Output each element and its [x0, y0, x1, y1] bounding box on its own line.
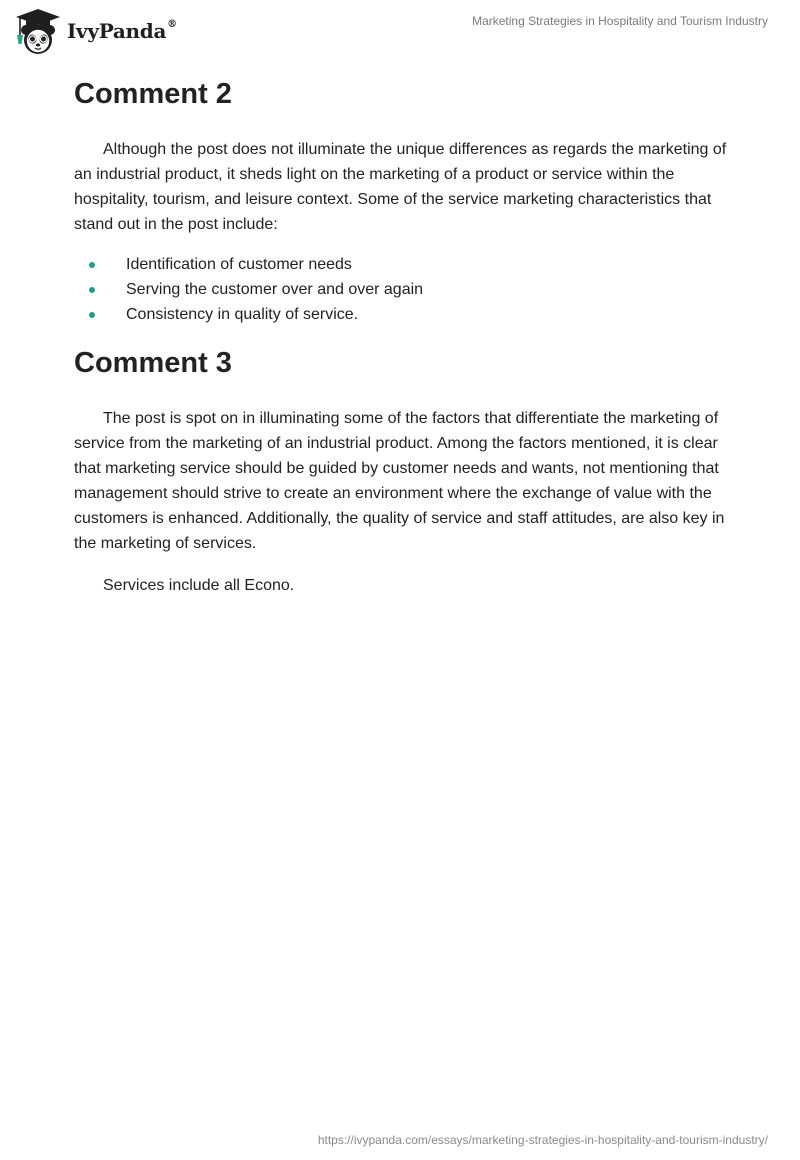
page-header [0, 0, 800, 62]
list-item-text: Consistency in quality of service. [126, 306, 359, 323]
document-title: Marketing Strategies in Hospitality and Tourism Industry [472, 14, 768, 28]
list-item-text: Identification of customer needs [126, 256, 352, 273]
registered-mark: ® [167, 19, 177, 31]
bullet-dot-icon [89, 262, 95, 268]
bullet-dot-icon [89, 287, 95, 293]
section-paragraph: Services include all Econo. [103, 577, 295, 594]
logo-wordmark: IvyPanda® [67, 19, 177, 43]
list-item [74, 252, 734, 277]
ivypanda-logo[interactable] [14, 8, 177, 56]
section-paragraph: Although the post does not illuminate the unique differences as regards the marketing of an industrial product, it sheds light on the marketing of a product or service within the hospitality, tourism, and leisure context. Some of the service marketing characteristics that stand out in the post include: [74, 141, 727, 233]
section-paragraph: The post is spot on in illuminating some of the factors that differentiate the marketing of service from the marketing of an industrial product. Among the factors mentioned, it is clear that marketing service should be guided by customer needs and wants, not mentioning that management should strive to create an environment where the exchange of value with the customers is enhanced. Additionally, the quality of service and staff attitudes, are also key in the marketing of services. [74, 410, 725, 552]
source-url-link[interactable]: https://ivypanda.com/essays/marketing-strategies-in-hospitality-and-tourism-industry/ [317, 1133, 768, 1147]
bullet-dot-icon [89, 312, 95, 318]
document-body [74, 70, 734, 598]
list-item [74, 277, 734, 302]
list-item-text: Serving the customer over and over again [126, 281, 424, 298]
section-heading-comment-3: Comment 3 [74, 347, 232, 379]
section-heading-comment-2: Comment 2 [74, 78, 232, 110]
panda-graduate-icon [14, 8, 62, 56]
bullet-list [74, 252, 734, 327]
list-item [74, 302, 734, 327]
